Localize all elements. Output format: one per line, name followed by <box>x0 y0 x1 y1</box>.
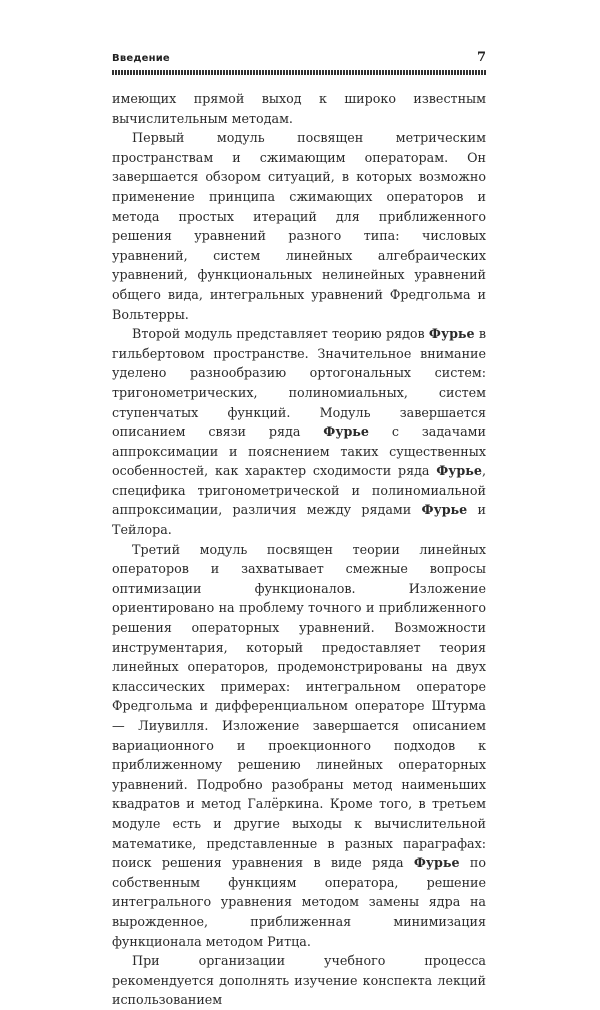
body-text <box>112 89 486 1010</box>
section-name: Введение <box>112 53 170 64</box>
paragraph-3-text: с задачами аппроксимации и пояснением таких существенных особенностей, как характер сходимости ряда <box>112 424 486 479</box>
term-fourier: Фурье <box>421 502 468 518</box>
paragraph-5: При организации учебного процесса рекомендуется дополнять изучение конспекта лекций использованием <box>112 953 486 1008</box>
term-fourier: Фурье <box>413 855 460 871</box>
header-rule <box>112 70 486 75</box>
running-header <box>112 50 486 70</box>
paragraph-3-text: Второй модуль представляет теорию рядов <box>132 326 429 342</box>
paragraph-3-text: , специфика тригонометрической и полиномиальной аппроксимации, различия между рядами <box>112 463 486 518</box>
term-fourier: Фурье <box>323 424 369 440</box>
paragraph-3-text: в гильбертовом пространстве. Значительное внимание уделено разнообразию ортогональных систем: тригонометрических, полиномиальных, систем ступенчатых функций. Модуль завершается описанием связи ряда <box>112 326 486 440</box>
paragraph-1: имеющих прямой выход к широко известным вычислительным методам. <box>112 91 486 126</box>
term-fourier: Фурье <box>436 463 482 479</box>
paragraph-3-text: и Тейлора. <box>112 502 486 538</box>
term-fourier: Фурье <box>428 326 475 342</box>
paragraph-4-text: по собственным функциям оператора, решение интегрального уравнения методом замены ядра на вырожденное, приближенная минимизация функционала методом Ритца. <box>112 855 486 949</box>
page-number: 7 <box>476 50 486 65</box>
paragraph-3 <box>112 324 486 540</box>
paragraph-2: Первый модуль посвящен метрическим пространствам и сжимающим операторам. Он завершается обзором ситуаций, в которых возможно применение принципа сжимающих операторов и метода простых итераций для приближенного решения уравнений разного типа: числовых уравнений, систем линейных алгебраических уравнений, функциональных нелинейных уравнений общего вида, интегральных уравнений Фредгольма и Вольтерры. <box>112 130 486 322</box>
paragraph-4-text: Третий модуль посвящен теории линейных операторов и захватывает смежные вопросы оптимизации функционалов. Изложение ориентировано на проблему точного и приближенного решения операторных уравнений. Возможности инструментария, который предоставляет теория линейных операторов, продемонстрированы на двух классических примерах: интегральном операторе Фредгольма и дифференциальном операторе Штурма — Лиувилля. Изложение завершается описанием вариационного и проекционного подходов к приближенному решению линейных операторных уравнений. Подробно разобраны метод наименьших квадратов и метод Галёркина. Кроме того, в третьем модуле есть и другие выходы к вычислительной математике, представленные в разных параграфах: поиск решения уравнения в виде ряда <box>112 541 486 871</box>
paragraph-4 <box>112 540 486 951</box>
